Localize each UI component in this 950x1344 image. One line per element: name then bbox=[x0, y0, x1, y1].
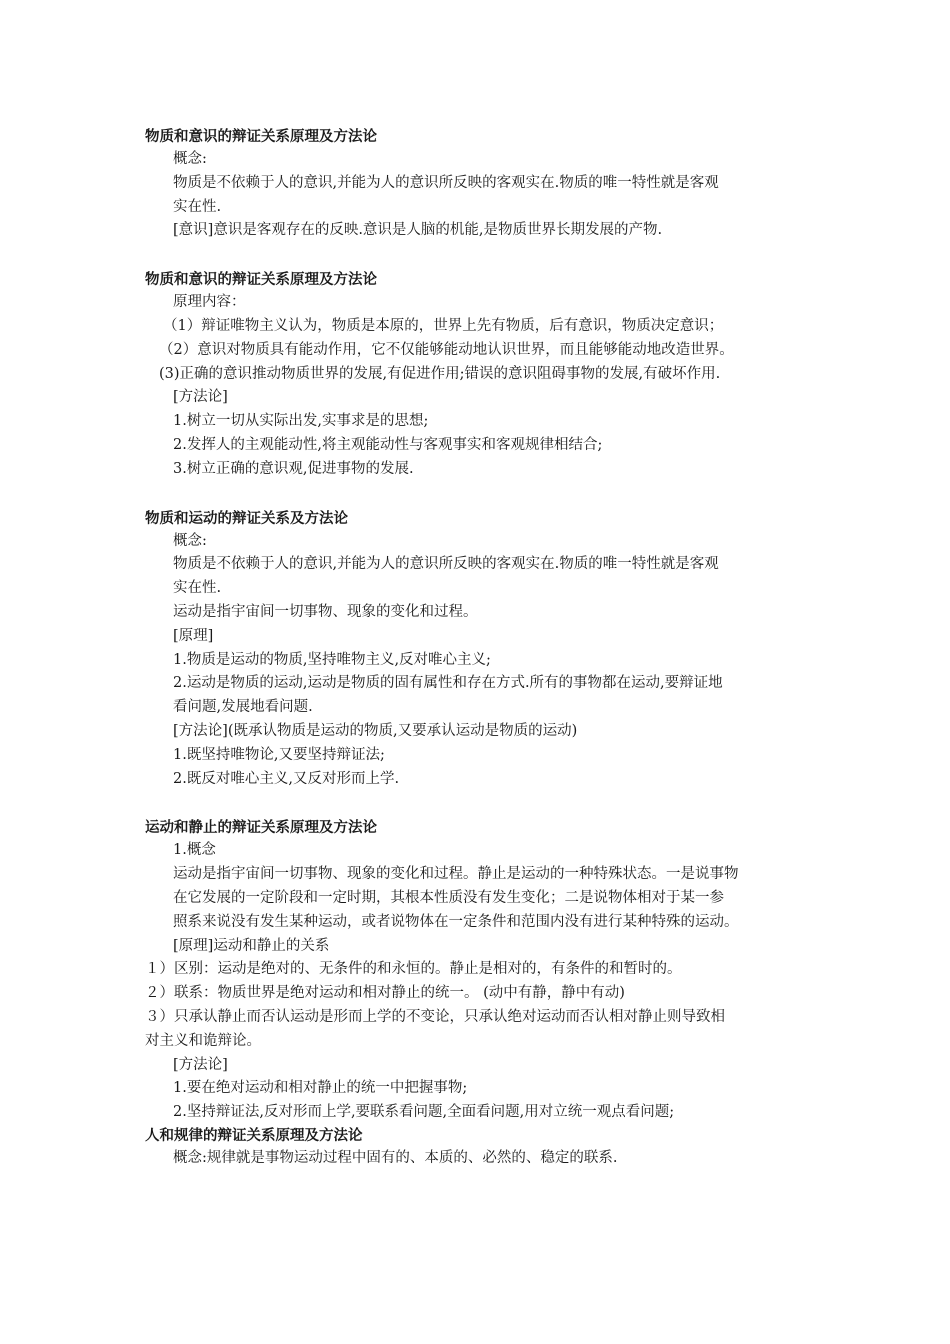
paragraph-line: 实在性. bbox=[173, 198, 222, 215]
paragraph-line: （1）辩证唯物主义认为，物质是本原的，世界上先有物质，后有意识，物质决定意识； bbox=[163, 317, 724, 334]
document-content bbox=[145, 126, 825, 1171]
paragraph-line: [原理]运动和静止的关系 bbox=[173, 937, 330, 954]
paragraph-line: 2.坚持辩证法,反对形而上学,要联系看问题,全面看问题,用对立统一观点看问题; bbox=[173, 1104, 675, 1121]
paragraph-line: ２）联系：物质世界是绝对运动和相对静止的统一。 (动中有静，静中有动) bbox=[145, 985, 625, 1002]
paragraph-line: 概念: bbox=[173, 151, 207, 167]
paragraph-line: [方法论] bbox=[173, 1056, 228, 1073]
paragraph-line: 1.要在绝对运动和相对静止的统一中把握事物; bbox=[173, 1080, 468, 1097]
section-heading: 物质和意识的辩证关系原理及方法论 bbox=[145, 272, 377, 289]
section-spacer bbox=[145, 243, 825, 269]
paragraph-line: 运动是指宇宙间一切事物、现象的变化和过程。 bbox=[173, 603, 478, 620]
paragraph-line: 照系来说没有发生某种运动，或者说物体在一定条件和范围内没有进行某种特殊的运动。 bbox=[173, 913, 739, 930]
paragraph-line: ３）只承认静止而否认运动是形而上学的不变论，只承认绝对运动而否认相对静止则导致相 bbox=[145, 1008, 725, 1025]
paragraph-line: 1.既坚持唯物论,又要坚持辩证法; bbox=[173, 746, 385, 763]
paragraph-line: 2.既反对唯心主义,又反对形而上学. bbox=[173, 770, 400, 787]
paragraph-line: 3.树立正确的意识观,促进事物的发展. bbox=[173, 460, 414, 477]
section-spacer bbox=[145, 791, 825, 817]
section-heading: 物质和意识的辩证关系原理及方法论 bbox=[145, 129, 377, 145]
paragraph-line: [方法论] bbox=[173, 389, 228, 406]
paragraph-line: 在它发展的一定阶段和一定时期，其根本性质没有发生变化；二是说物体相对于某一参 bbox=[173, 889, 724, 906]
section-heading: 人和规律的辩证关系原理及方法论 bbox=[145, 1127, 363, 1144]
section-spacer bbox=[145, 482, 825, 508]
paragraph-line: [原理] bbox=[173, 627, 214, 644]
paragraph-line: （2）意识对物质具有能动作用，它不仅能够能动地认识世界，而且能够能动地改造世界。 bbox=[159, 341, 734, 358]
section-human-law bbox=[145, 1125, 825, 1171]
section-matter-consciousness-principle bbox=[145, 269, 825, 481]
paragraph-line: (3)正确的意识推动物质世界的发展,有促进作用;错误的意识阻碍事物的发展,有破坏作用. bbox=[159, 365, 721, 382]
paragraph-line: 概念: bbox=[173, 532, 207, 549]
paragraph-line: 实在性. bbox=[173, 580, 222, 597]
paragraph-line: 1.树立一切从实际出发,实事求是的思想; bbox=[173, 413, 429, 430]
paragraph-line: [方法论](既承认物质是运动的物质,又要承认运动是物质的运动) bbox=[173, 722, 578, 739]
section-heading: 物质和运动的辩证关系及方法论 bbox=[145, 510, 348, 527]
paragraph-line: 对主义和诡辩论。 bbox=[145, 1032, 261, 1049]
paragraph-line: 原理内容： bbox=[173, 294, 246, 311]
paragraph-line: 物质是不依赖于人的意识,并能为人的意识所反映的客观实在.物质的唯一特性就是客观 bbox=[173, 174, 719, 191]
paragraph-line: 2.发挥人的主观能动性,将主观能动性与客观事实和客观规律相结合; bbox=[173, 436, 603, 453]
paragraph-line: 2.运动是物质的运动,运动是物质的固有属性和存在方式.所有的事物都在运动,要辩证地 bbox=[173, 675, 723, 692]
paragraph-line: 物质是不依赖于人的意识,并能为人的意识所反映的客观实在.物质的唯一特性就是客观 bbox=[173, 556, 719, 573]
section-motion-rest bbox=[145, 817, 825, 1125]
paragraph-line: 运动是指宇宙间一切事物、现象的变化和过程。静止是运动的一种特殊状态。一是说事物 bbox=[173, 866, 739, 883]
paragraph-line: 概念:规律就是事物运动过程中固有的、本质的、必然的、稳定的联系. bbox=[173, 1149, 618, 1166]
paragraph-line: 1.概念 bbox=[173, 842, 216, 859]
paragraph-line: 1.物质是运动的物质,坚持唯物主义,反对唯心主义; bbox=[173, 651, 491, 668]
paragraph-line: [意识]意识是客观存在的反映.意识是人脑的机能,是物质世界长期发展的产物. bbox=[173, 222, 663, 239]
section-matter-motion bbox=[145, 508, 825, 792]
section-matter-consciousness-concept bbox=[145, 126, 825, 243]
paragraph-line: 看问题,发展地看问题. bbox=[173, 699, 313, 716]
paragraph-line: １）区别：运动是绝对的、无条件的和永恒的。静止是相对的，有条件的和暂时的。 bbox=[145, 961, 682, 978]
section-heading: 运动和静止的辩证关系原理及方法论 bbox=[145, 820, 377, 837]
